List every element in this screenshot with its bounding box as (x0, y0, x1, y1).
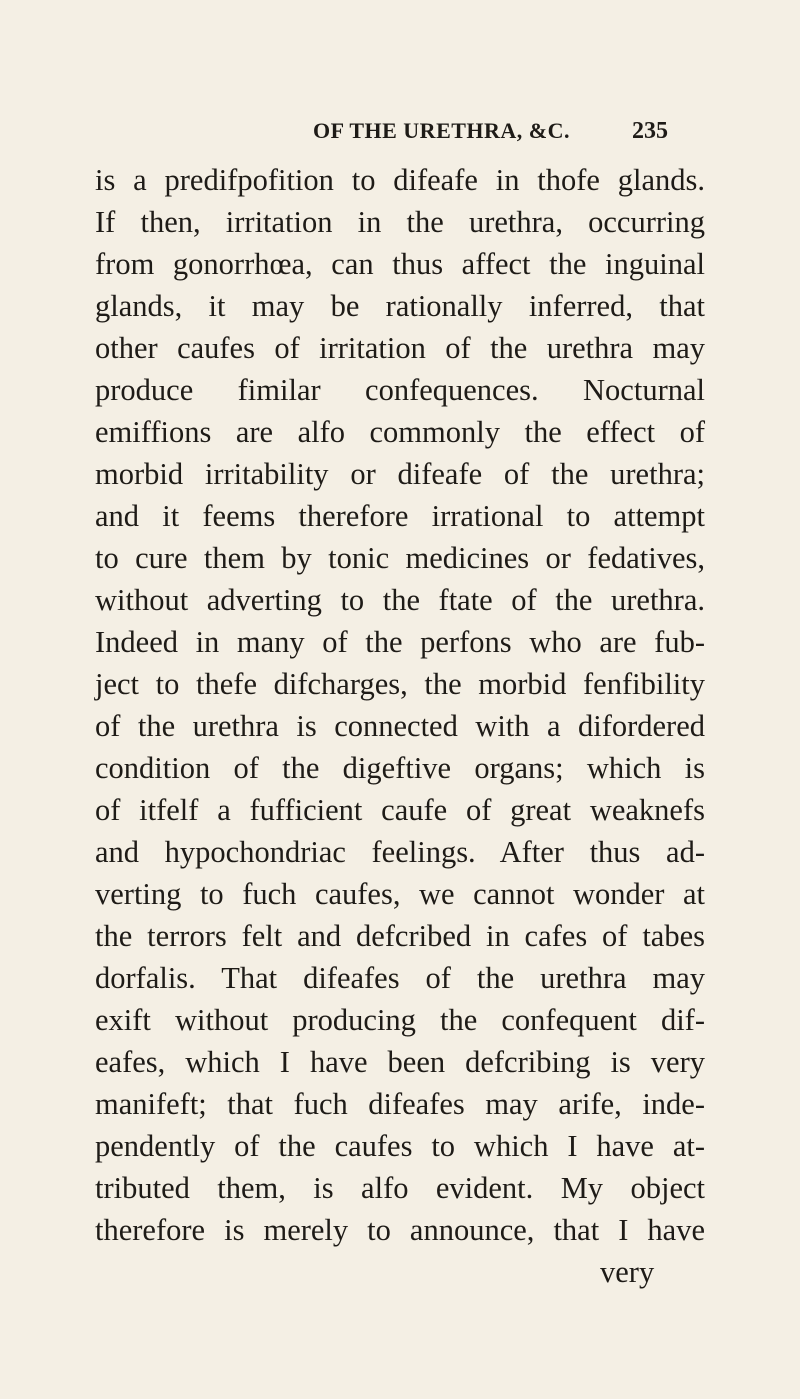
text-line: from gonorrhœa, can thus affect the inguinal (95, 247, 705, 281)
text-line: exift without producing the confequent dif- (95, 1003, 705, 1037)
catchword: very (600, 1255, 655, 1289)
text-line: of itfelf a fufficient caufe of great weaknefs (95, 793, 705, 827)
text-line: and it feems therefore irrational to attempt (95, 499, 705, 533)
text-line: glands, it may be rationally inferred, that (95, 289, 705, 323)
running-head: OF THE URETHRA, &C. (313, 118, 571, 143)
text-line: therefore is merely to announce, that I have (95, 1213, 705, 1247)
text-line: is a predifpofition to difeafe in thofe glands. (95, 163, 705, 197)
text-line: without adverting to the ftate of the urethra. (95, 583, 705, 617)
text-line: the terrors felt and defcribed in cafes of tabes (95, 919, 705, 953)
text-line: of the urethra is connected with a difordered (95, 709, 705, 743)
text-line: manifeft; that fuch difeafes may arife, inde- (95, 1087, 705, 1121)
text-line: tributed them, is alfo evident. My object (95, 1171, 705, 1205)
text-line: condition of the digeftive organs; which is (95, 751, 705, 785)
text-line: morbid irritability or difeafe of the urethra; (95, 457, 705, 491)
text-line: emiffions are alfo commonly the effect of (95, 415, 705, 449)
text-line: dorfalis. That difeafes of the urethra may (95, 961, 705, 995)
page-number: 235 (632, 118, 668, 144)
text-line: ject to thefe difcharges, the morbid fenfibility (95, 667, 705, 701)
page-header (0, 118, 800, 148)
text-line: to cure them by tonic medicines or fedatives, (95, 541, 705, 575)
text-line: verting to fuch caufes, we cannot wonder at (95, 877, 705, 911)
text-line: other caufes of irritation of the urethra may (95, 331, 705, 365)
text-line: and hypochondriac feelings. After thus ad- (95, 835, 705, 869)
text-line: If then, irritation in the urethra, occurring (95, 205, 705, 239)
text-line: produce fimilar confequences. Nocturnal (95, 373, 705, 407)
text-line: eafes, which I have been defcribing is very (95, 1045, 705, 1079)
text-line: pendently of the caufes to which I have at- (95, 1129, 705, 1163)
text-line: Indeed in many of the perfons who are fub- (95, 625, 705, 659)
